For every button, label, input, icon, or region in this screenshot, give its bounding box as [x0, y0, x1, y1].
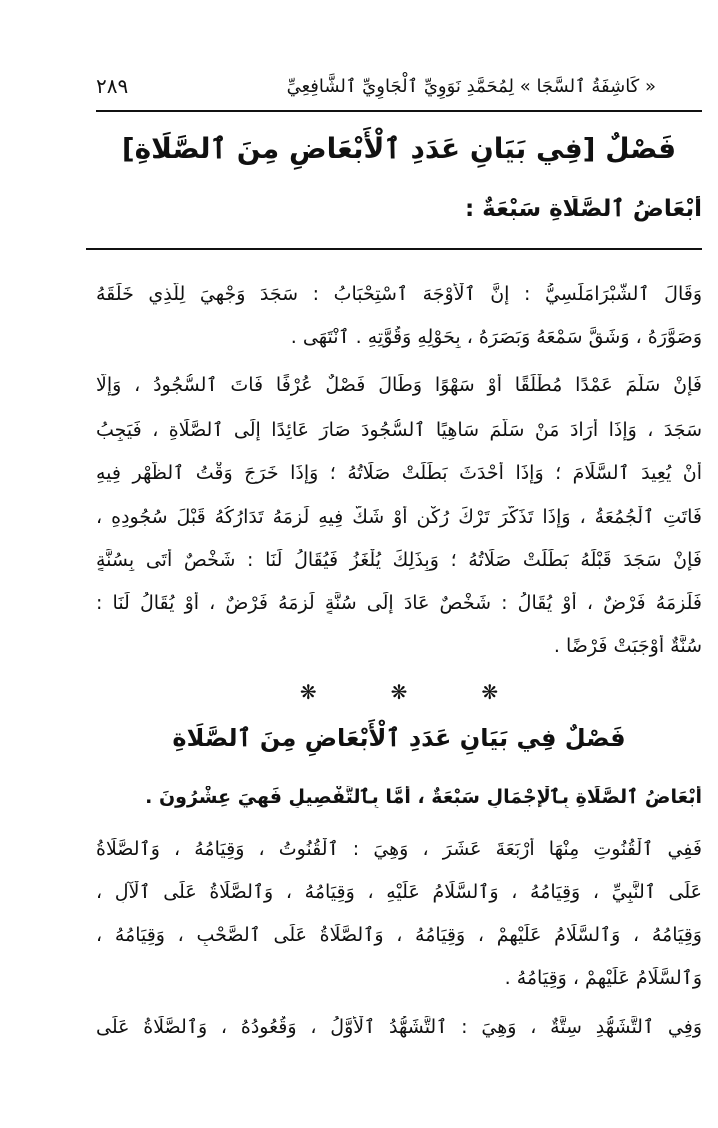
commentary-line: وَصَوَّرَهُ ، وَشَقَّ سَمْعَهُ وَبَصَرَهُ ، بِحَوْلِهِ وَقُوَّتِهِ . ٱنْتَهَى . [290, 326, 702, 348]
section-title: فَصْلٌ فِي بَيَانِ عَدَدِ ٱلْأَبْعَاضِ مِنَ ٱلصَّلَاةِ [172, 724, 626, 752]
footnote-rule [86, 248, 702, 250]
body-line: أَبْعَاضُ ٱلصَّلَاةِ بِٱلْإِجْمَالِ سَبْعَةٌ ، أَمَّا بِٱلتَّفْصِيلِ فَهِيَ عِشْرُونَ . [145, 786, 702, 808]
commentary-line: فَإِنْ سَجَدَ قَبْلَهُ بَطَلَتْ صَلَاتُهُ ؛ وَبِذَلِكَ يُلْغَزُ فَيُقَالُ لَنَا : شَخْصٌ أَتَى بِسُنَّةٍ [96, 549, 702, 571]
body-line: فَفِي ٱلْقُنُوتِ مِنْهَا أَرْبَعَةَ عَشَرَ ، وَهِيَ : ٱلْقُنُوتُ ، وَقِيَامُهُ ، وَٱلصَّلَاةُ [96, 838, 702, 860]
commentary-line: فَإِنْ سَلَّمَ عَمْدًا مُطْلَقًا أَوْ سَهْوًا وَطَالَ فَصْلٌ عُرْفًا فَاتَ ٱلسُّجُودُ ، وَإِلَّا [96, 374, 702, 396]
page-number: ٢٨٩ [96, 74, 129, 98]
commentary-line: سُنَّةٌ أَوْجَبَتْ فَرْضًا . [553, 635, 702, 657]
page-header [96, 66, 656, 106]
header-rule [96, 110, 702, 112]
body-line: عَلَى ٱلنَّبِيِّ ، وَقِيَامُهُ ، وَٱلسَّلَامُ عَلَيْهِ ، وَقِيَامُهُ ، وَٱلصَّلَاةُ عَلَى ٱلْآلِ ، [96, 881, 702, 903]
star-ornament-icon: ❋ [390, 680, 408, 704]
star-ornament-icon: ❋ [299, 680, 317, 704]
section-divider [96, 680, 702, 704]
section-intro: أَبْعَاضُ ٱلصَّلَاةِ سَبْعَةٌ : [464, 196, 702, 222]
section-title: فَصْلٌ [فِي بَيَانِ عَدَدِ ٱلْأَبْعَاضِ مِنَ ٱلصَّلَاةِ] [121, 132, 677, 165]
body-line: وَفِي ٱلتَّشَهُّدِ سِتَّةٌ ، وَهِيَ : ٱلتَّشَهُّدُ ٱلْأَوَّلُ ، وَقُعُودُهُ ، وَٱلصَّلَاةُ عَلَى [96, 1016, 702, 1038]
commentary-line: فَاتَتِ ٱلْجُمُعَةُ ، وَإِذَا تَذَكَّرَ تَرْكَ رُكْنٍ أَوْ شَكَّ فِيهِ لَزِمَهُ تَدَارُكُهُ قَبْلَ سُجُودِهِ ، [96, 506, 702, 528]
running-head: « كَاشِفَةُ ٱلسَّجَا » لِمُحَمَّدِ نَوَوِيِّ ٱلْجَاوِيِّ ٱلشَّافِعِيِّ [286, 75, 656, 97]
commentary-line: سَجَدَ ، وَإِذَا أَرَادَ مَنْ سَلَّمَ سَاهِيًا ٱلسُّجُودَ صَارَ عَائِدًا إِلَى ٱلصَّلَاةِ ، فَيَجِبُ [96, 419, 702, 441]
body-line: وَٱلسَّلَامُ عَلَيْهِمْ ، وَقِيَامُهُ . [504, 967, 702, 989]
star-ornament-icon: ❋ [481, 680, 499, 704]
commentary-line: وَقَالَ ٱلشَّبْرَامَلِّسِيُّ : إِنَّ ٱلْأَوْجَهَ ٱسْتِحْبَابُ : سَجَدَ وَجْهِيَ لِلَّذِي خَلَقَهُ [96, 283, 702, 305]
body-line: وَقِيَامُهُ ، وَٱلسَّلَامُ عَلَيْهِمْ ، وَقِيَامُهُ ، وَٱلصَّلَاةُ عَلَى ٱلصَّحْبِ ، وَقِيَامُهُ ، [96, 924, 702, 946]
commentary-line: أَنْ يُعِيدَ ٱلسَّلَامَ ؛ وَإِذَا أَحْدَثَ بَطَلَتْ صَلَاتُهُ ؛ وَإِذَا خَرَجَ وَقْتُ ٱلظُّهْرِ فِيهِ [96, 462, 702, 484]
commentary-line: فَلَزِمَهُ فَرْضٌ ، أَوْ يُقَالُ : شَخْصٌ عَادَ إِلَى سُنَّةٍ لَزِمَهُ فَرْضٌ ، أَوْ يُقَالُ لَنَا : [96, 592, 702, 614]
